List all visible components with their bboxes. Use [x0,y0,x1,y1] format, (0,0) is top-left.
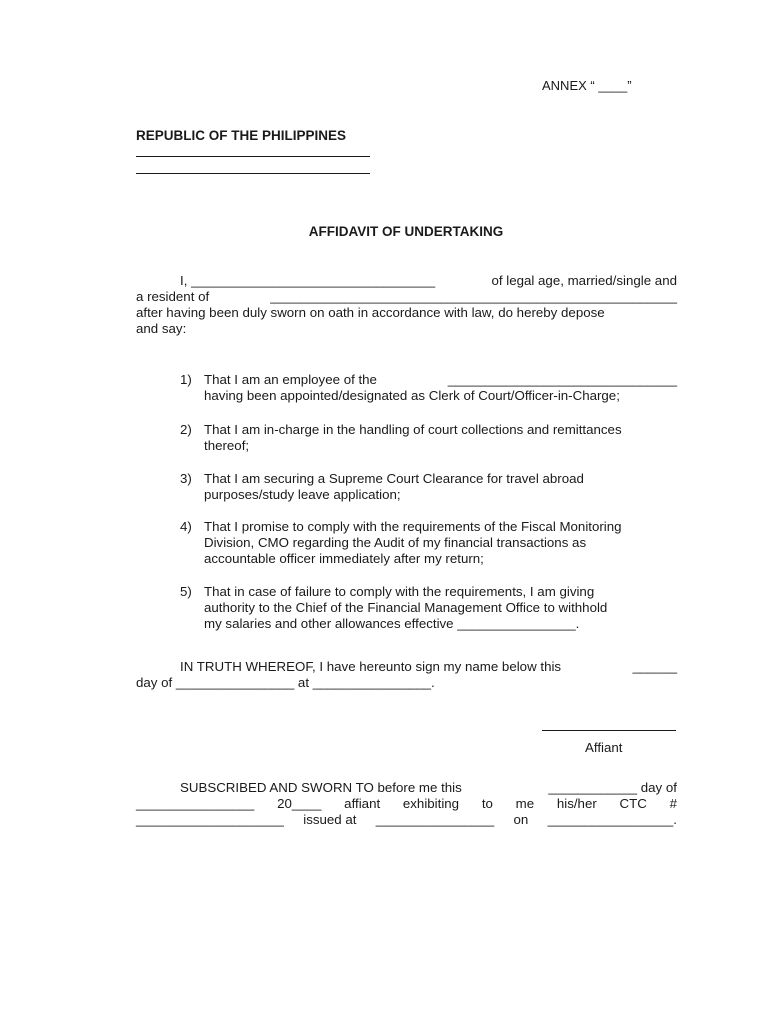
jurat-word: on [513,812,529,827]
jurat-word: _________________. [547,812,677,827]
list-item-number: 1) [180,372,192,387]
list-item-line: thereof; [204,438,250,453]
list-item-line-part: That I am securing a Supreme Court Clearance for travel abroad [204,471,584,486]
list-item-line-part: _______________________________ [447,372,677,387]
header-blank-line-2 [136,173,370,174]
list-item-number: 5) [180,584,192,599]
republic-heading: REPUBLIC OF THE PHILIPPINES [136,128,347,143]
list-item-line [204,584,677,600]
list-item-line: accountable officer immediately after my return; [204,551,484,566]
jurat-line-1 [136,780,677,796]
jurat-word: ________________ [136,796,255,811]
list-item-line-part: Division, CMO regarding the Audit of my financial transactions as [204,535,587,550]
list-item-line-part: That I promise to comply with the requirements of the Fiscal Monitoring [204,519,622,534]
annex-label: ANNEX “ ____” [542,78,632,93]
list-item-line-part: That I am an employee of the [204,372,377,387]
jurat-word: ________________ [375,812,495,827]
intro-line-2 [136,289,677,305]
truth-line-1-a: IN TRUTH WHEREOF, I have hereunto sign my name below this [180,659,562,674]
list-item-line [204,471,677,487]
jurat-word: 20____ [277,796,322,811]
truth-line-1-b: ______ [632,659,677,674]
intro-line-3-text: after having been duly sworn on oath in accordance with law, do hereby depose [136,305,605,320]
jurat-word: # [669,796,677,811]
jurat-word: issued at [303,812,357,827]
list-item-line [204,372,677,388]
affiant-signature-line [542,730,676,731]
document-title: AFFIDAVIT OF UNDERTAKING [308,224,504,239]
intro-line-2-a: a resident of [136,289,210,304]
jurat-word: ____________________ [136,812,284,827]
intro-line-2-b: _______________________________________________________ [270,289,677,304]
jurat-line-1-a: SUBSCRIBED AND SWORN TO before me this [180,780,462,795]
affiant-label: Affiant [585,740,623,755]
intro-line-3 [136,305,677,321]
list-item-text [204,422,677,454]
intro-paragraph [136,273,677,337]
list-item-text [204,372,677,404]
list-item-line [204,519,677,535]
list-item-line-part: authority to the Chief of the Financial Management Office to withhold [204,600,608,615]
intro-line-1 [136,273,677,289]
list-item-line: having been appointed/designated as Clerk of Court/Officer-in-Charge; [204,388,620,403]
intro-line-1-a: I, _________________________________ [180,273,436,288]
list-item-text [204,519,677,567]
jurat-word: exhibiting [402,796,460,811]
jurat-word: me [515,796,535,811]
jurat-paragraph [136,780,677,828]
list-item-text [204,584,677,632]
list-item-line [204,600,677,616]
jurat-word: affiant [344,796,381,811]
list-item-number: 4) [180,519,192,534]
jurat-line-1-b: ____________ day of [548,780,677,795]
truth-paragraph [136,659,677,691]
intro-line-4: and say: [136,321,187,336]
list-item-line-part: That I am in-charge in the handling of court collections and remittances [204,422,622,437]
jurat-word: CTC [619,796,647,811]
list-item-line [204,422,677,438]
list-item-number: 2) [180,422,192,437]
intro-line-1-b: of legal age, married/single and [491,273,677,288]
list-item-text [204,471,677,503]
list-item-number: 3) [180,471,192,486]
list-item-line [204,535,677,551]
header-blank-line-1 [136,156,370,157]
jurat-line-3 [136,812,677,828]
jurat-word: his/her [556,796,597,811]
list-item-line: my salaries and other allowances effective ________________. [204,616,580,631]
jurat-line-2 [136,796,677,812]
jurat-word: to [481,796,493,811]
truth-line-2: day of ________________ at ________________. [136,675,435,690]
truth-line-1 [136,659,677,675]
list-item-line: purposes/study leave application; [204,487,401,502]
list-item-line-part: That in case of failure to comply with the requirements, I am giving [204,584,595,599]
